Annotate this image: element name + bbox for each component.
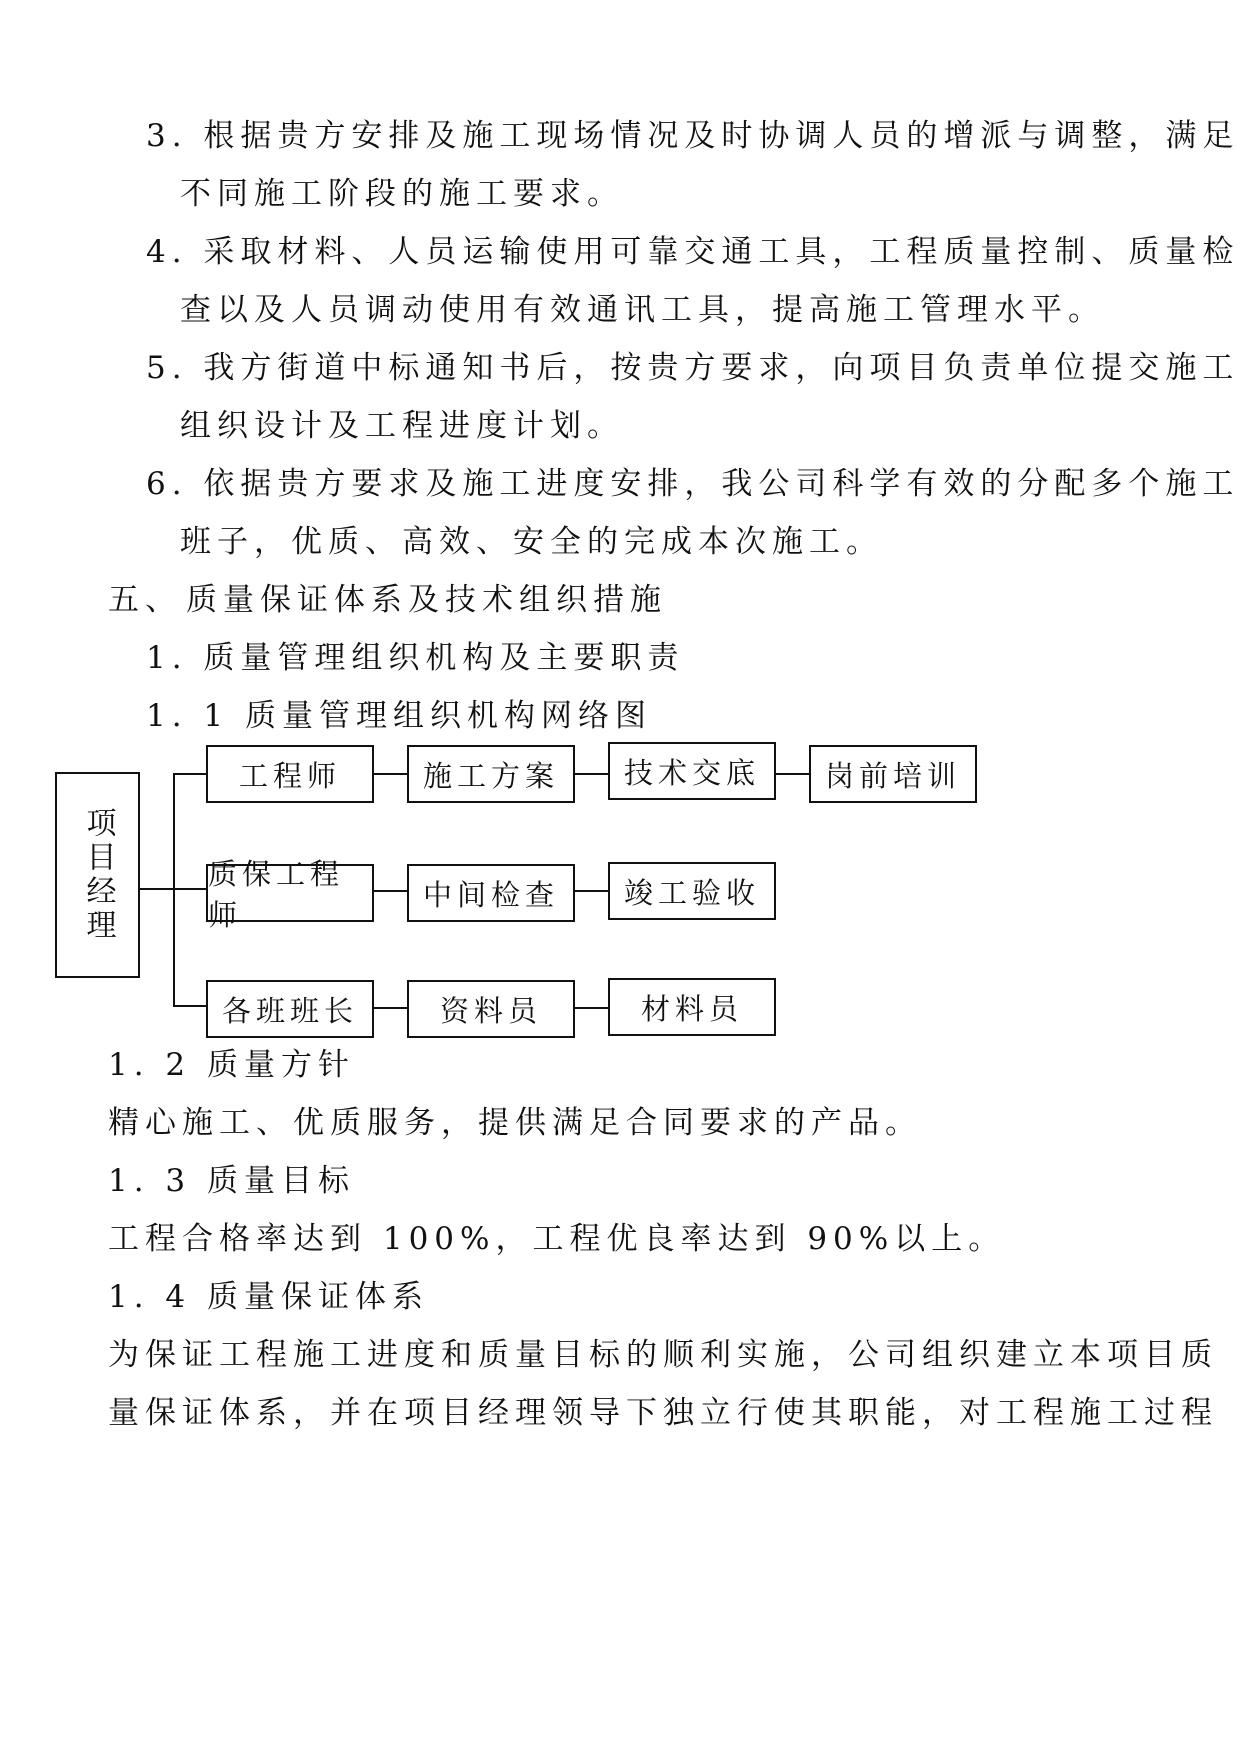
connector-row1-branch [173, 773, 206, 775]
connector-row1-2 [575, 773, 608, 775]
paragraph-4-line-1: 4. 采取材料、人员运输使用可靠交通工具，工程质量控制、质量检 [146, 234, 1240, 270]
quality-system-line-2: 量保证体系，并在项目经理领导下独立行使其职能，对工程施工过程 [108, 1395, 1218, 1431]
heading-1-4: 1. 4 质量保证体系 [108, 1279, 430, 1315]
org-node-technical-briefing: 技术交底 [608, 742, 776, 800]
connector-root-trunk [140, 888, 174, 890]
org-root-project-manager: 项目经理 [55, 772, 140, 978]
org-node-materials-clerk: 材料员 [608, 978, 776, 1036]
quality-policy: 精心施工、优质服务，提供满足合同要求的产品。 [108, 1105, 922, 1141]
paragraph-4-line-2: 查以及人员调动使用有效通讯工具，提高施工管理水平。 [180, 292, 1105, 328]
heading-1-2: 1. 2 质量方针 [108, 1047, 356, 1083]
paragraph-5-line-2: 组织设计及工程进度计划。 [180, 408, 624, 444]
paragraph-6-line-1: 6. 依据贵方要求及施工进度安排，我公司科学有效的分配多个施工 [146, 466, 1240, 502]
connector-row3-2 [575, 1007, 608, 1009]
paragraph-3-line-1: 3. 根据贵方安排及施工现场情况及时协调人员的增派与调整，满足 [146, 118, 1240, 154]
connector-row2-branch [173, 888, 206, 890]
org-node-construction-plan: 施工方案 [407, 745, 575, 803]
org-node-qa-engineer: 质保工程师 [206, 864, 374, 922]
subsection-1-heading: 1. 质量管理组织机构及主要职责 [146, 640, 685, 676]
quality-system-line-1: 为保证工程施工进度和质量目标的顺利实施，公司组织建立本项目质 [108, 1337, 1218, 1373]
org-node-document-clerk: 资料员 [407, 980, 575, 1038]
connector-row3-branch [173, 1005, 206, 1007]
org-node-intermediate-inspection: 中间检查 [407, 864, 575, 922]
connector-row2-2 [575, 890, 608, 892]
section-5-number: 五、 [108, 582, 182, 618]
paragraph-5-line-1: 5. 我方街道中标通知书后，按贵方要求，向项目负责单位提交施工 [146, 350, 1240, 386]
org-node-completion-acceptance: 竣工验收 [608, 862, 776, 920]
org-node-team-leaders: 各班班长 [206, 980, 374, 1038]
org-node-engineer: 工程师 [206, 745, 374, 803]
paragraph-6-line-2: 班子，优质、高效、安全的完成本次施工。 [180, 524, 883, 560]
heading-1-3: 1. 3 质量目标 [108, 1163, 356, 1199]
quality-target: 工程合格率达到 100%，工程优良率达到 90%以上。 [108, 1221, 1006, 1257]
paragraph-3-line-2: 不同施工阶段的施工要求。 [180, 176, 624, 212]
connector-row1-1 [374, 773, 407, 775]
connector-row1-3 [776, 773, 809, 775]
connector-row3-1 [374, 1007, 407, 1009]
subsection-1-1-heading: 1. 1 质量管理组织机构网络图 [146, 698, 653, 734]
org-node-pre-job-training: 岗前培训 [809, 745, 977, 803]
connector-row2-1 [374, 890, 407, 892]
section-5-title: 质量保证体系及技术组织措施 [186, 582, 667, 618]
